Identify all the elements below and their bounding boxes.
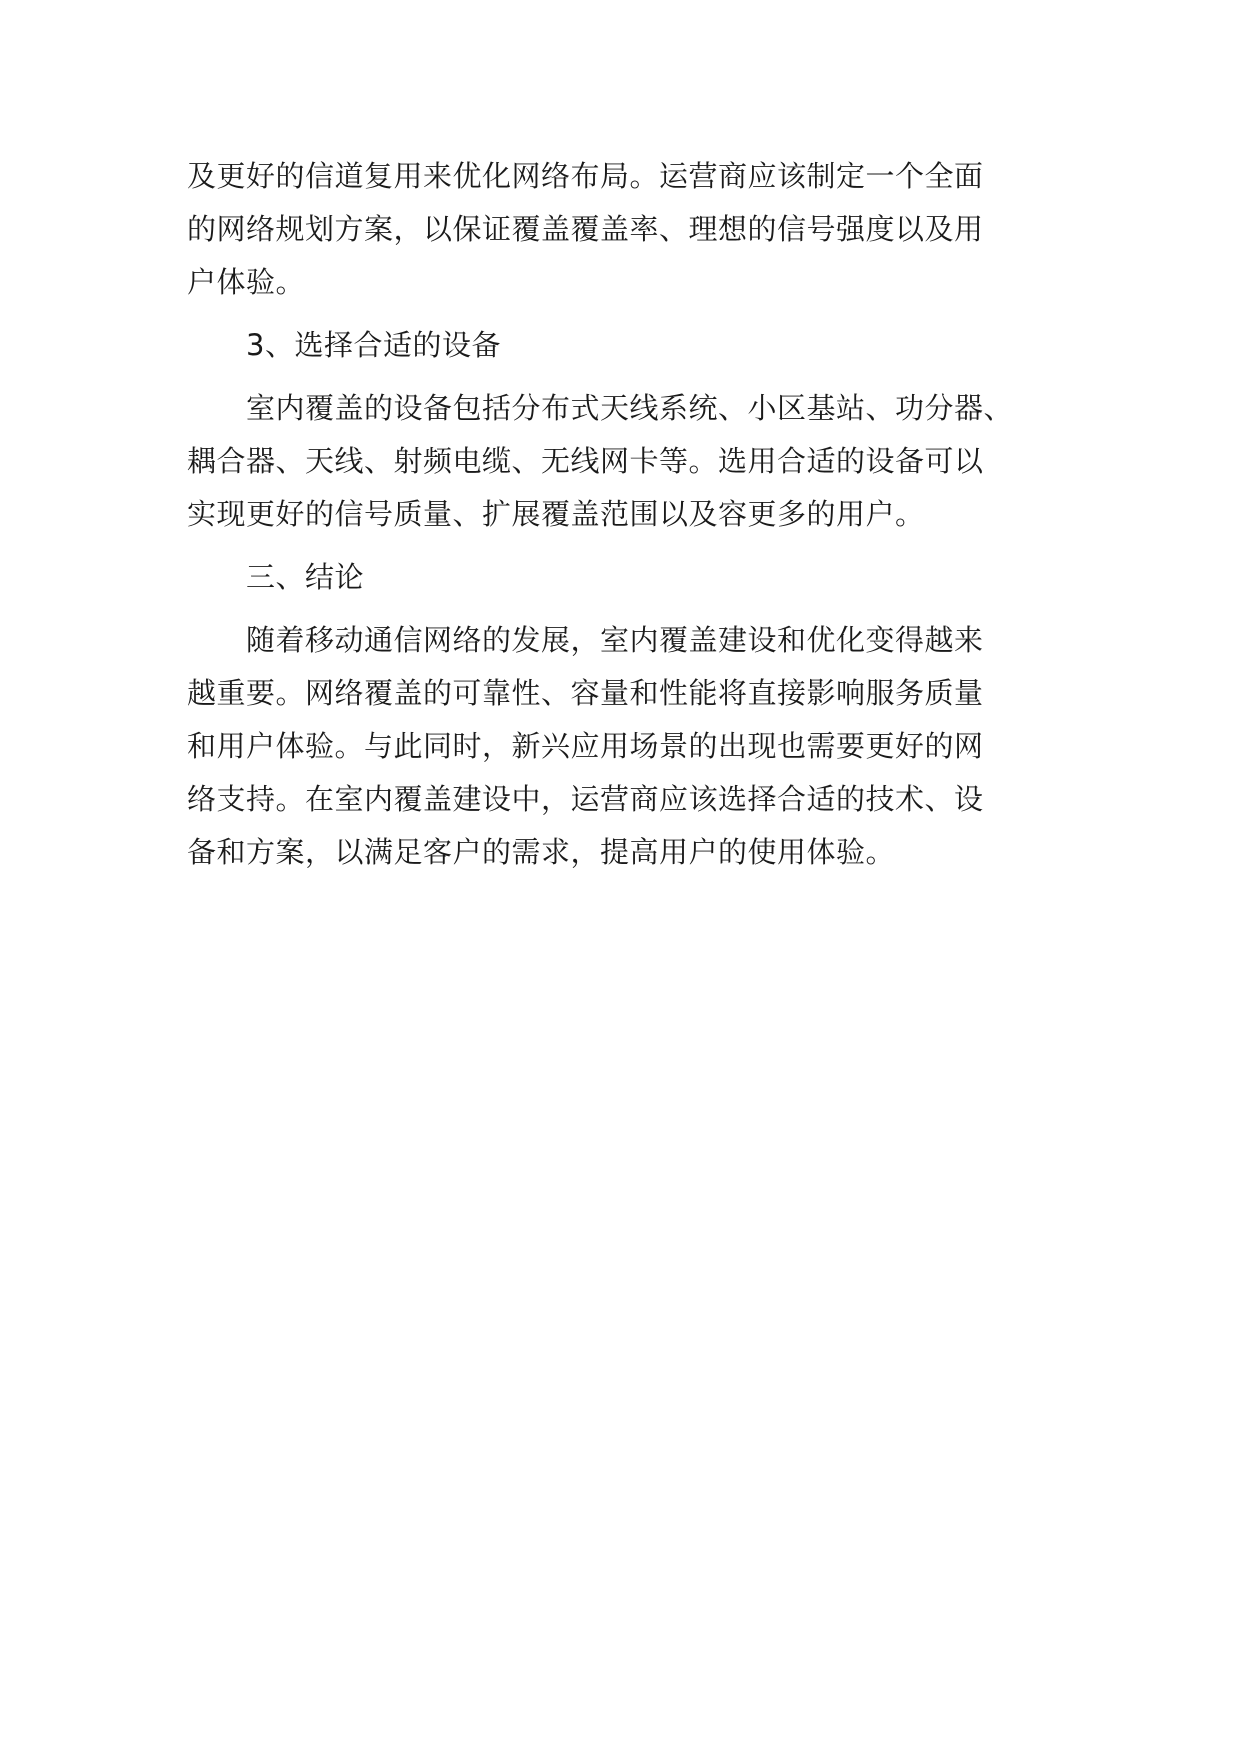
document-body bbox=[187, 150, 1067, 879]
heading-text: 3、选择合适的设备 bbox=[246, 328, 501, 362]
text-line: 随着移动通信网络的发展，室内覆盖建设和优化变得越来 bbox=[246, 623, 984, 657]
text-line: 络支持。在室内覆盖建设中，运营商应该选择合适的技术、设 bbox=[187, 782, 984, 816]
text-line: 越重要。网络覆盖的可靠性、容量和性能将直接影响服务质量 bbox=[187, 676, 984, 710]
section-heading-choose-equipment bbox=[187, 319, 1067, 372]
text-line: 备和方案，以满足客户的需求，提高用户的使用体验。 bbox=[187, 835, 896, 869]
paragraph-network-planning bbox=[187, 150, 1067, 309]
paragraph-equipment bbox=[187, 382, 1067, 541]
paragraph-conclusion bbox=[187, 614, 1067, 879]
text-line: 室内覆盖的设备包括分布式天线系统、小区基站、功分器、 bbox=[246, 391, 1014, 425]
text-line: 户体验。 bbox=[187, 265, 306, 299]
text-line: 耦合器、天线、射频电缆、无线网卡等。选用合适的设备可以 bbox=[187, 444, 984, 478]
heading-text: 三、结论 bbox=[246, 560, 365, 594]
text-line: 及更好的信道复用来优化网络布局。运营商应该制定一个全面 bbox=[187, 159, 984, 193]
text-line: 实现更好的信号质量、扩展覆盖范围以及容更多的用户。 bbox=[187, 497, 925, 531]
section-heading-conclusion bbox=[187, 551, 1067, 604]
text-line: 的网络规划方案，以保证覆盖覆盖率、理想的信号强度以及用 bbox=[187, 212, 984, 246]
text-line: 和用户体验。与此同时，新兴应用场景的出现也需要更好的网 bbox=[187, 729, 984, 763]
